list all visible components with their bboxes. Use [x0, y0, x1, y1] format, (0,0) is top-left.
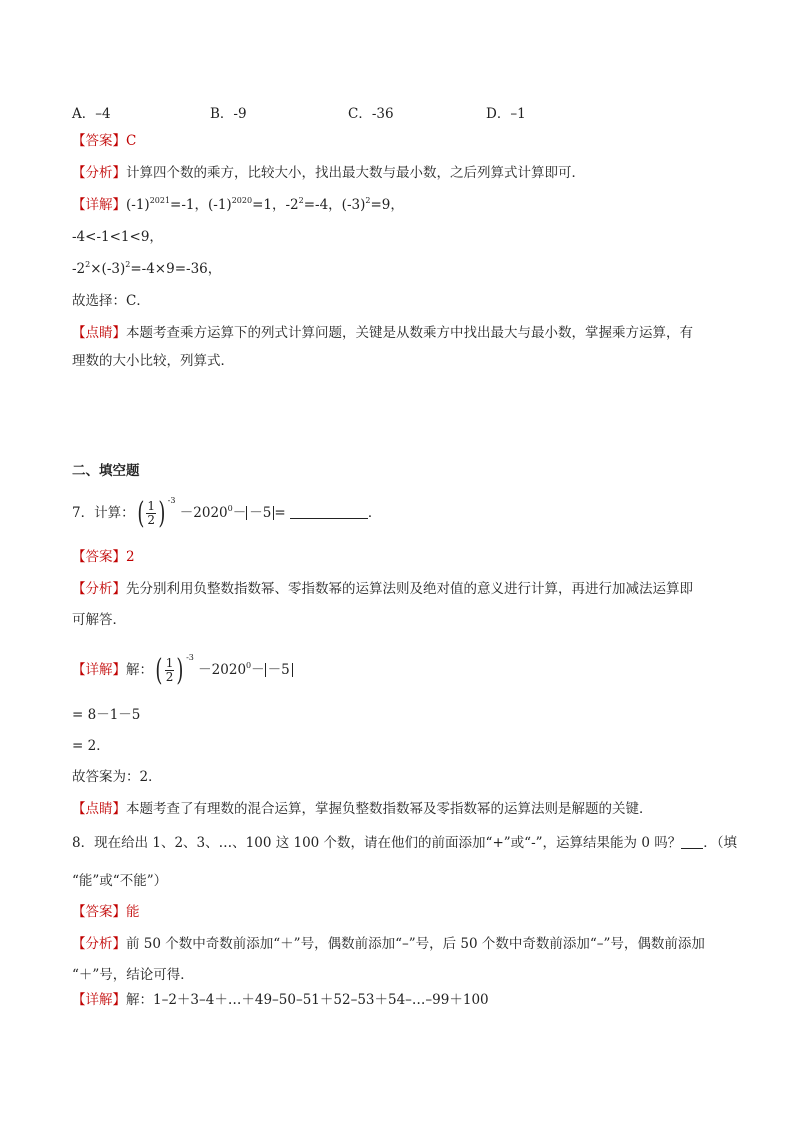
q7-detail: 【详解】解：( $\frac{1}{2}$ ) $^{-3} -2020^0- -5$ [72, 655, 293, 685]
q6-answer: 【答案】C [72, 133, 137, 149]
q8-question-1: 8．现在给出 1、2、3、…、100 这 100 个数，请在他们的前面添加“+”或“-”，运算结果能为 0 吗？ ．（填 [72, 835, 737, 851]
option-c: C．-36 [348, 106, 394, 122]
q7-analysis-2: 可解答． [72, 612, 126, 628]
q7-step-2: = 2． [72, 738, 110, 754]
q7-conclusion: 故答案为：2． [72, 769, 162, 785]
q7-step-1: = 8－1－5 [72, 707, 141, 723]
q7-comment: 【点睛】本题考查了有理数的混合运算，掌握负整数指数幂及零指数幂的运算法则是解题的关键． [72, 801, 653, 817]
answer-blank[interactable] [681, 834, 703, 849]
answer-blank[interactable] [290, 504, 368, 519]
q6-comment-2: 理数的大小比较，列算式． [72, 353, 234, 369]
q8-answer: 【答案】能 [72, 904, 140, 920]
fraction: $\frac{1}{2}$ [147, 499, 155, 527]
q7-analysis-1: 【分析】先分别利用负整数指数幂、零指数幂的运算法则及绝对值的意义进行计算，再进行加减法运算即 [72, 581, 693, 597]
q6-calc: $-2^2\times(-3)^2=-4\times 9=-36$， [72, 260, 222, 277]
option-d: D．–1 [486, 106, 526, 122]
q7-question: 7．计算：( $\frac{1}{2}$ ) $^{-3} -2020^0- -5$ = ． [72, 495, 382, 531]
q8-question-2: “能”或“不能”） [72, 873, 168, 889]
q6-conclusion: 故选择：C． [72, 293, 150, 309]
option-b: B．-9 [210, 106, 247, 122]
option-a: A．–4 [72, 106, 111, 122]
q8-detail: 【详解】解：1–2＋3–4＋…＋49–50–51＋52–53＋54–…–99＋100 [72, 992, 489, 1008]
q6-analysis: 【分析】计算四个数的乘方，比较大小，找出最大数与最小数，之后列算式计算即可． [72, 165, 585, 181]
q7-answer: 【答案】2 [72, 549, 135, 565]
q6-comment-1: 【点睛】本题考查乘方运算下的列式计算问题，关键是从数乘方中找出最大与最小数，掌握乘方运算，有 [72, 325, 693, 341]
q8-analysis-2: “＋”号，结论可得． [72, 967, 194, 983]
section-title: 二、填空题 [72, 463, 140, 479]
q6-compare: -4<-1<1<9， [72, 229, 163, 245]
q8-analysis-1: 【分析】前 50 个数中奇数前添加“＋”号，偶数前添加“–”号，后 50 个数中奇数前添加“–”号，偶数前添加 [72, 936, 705, 952]
fraction: $\frac{1}{2}$ [165, 656, 174, 684]
q6-detail: 【详解】$(-1)^{2021}=-1$，$(-1)^{2020}=1$，$-2^2=-4$，$(-3)^2=9$， [72, 196, 404, 213]
